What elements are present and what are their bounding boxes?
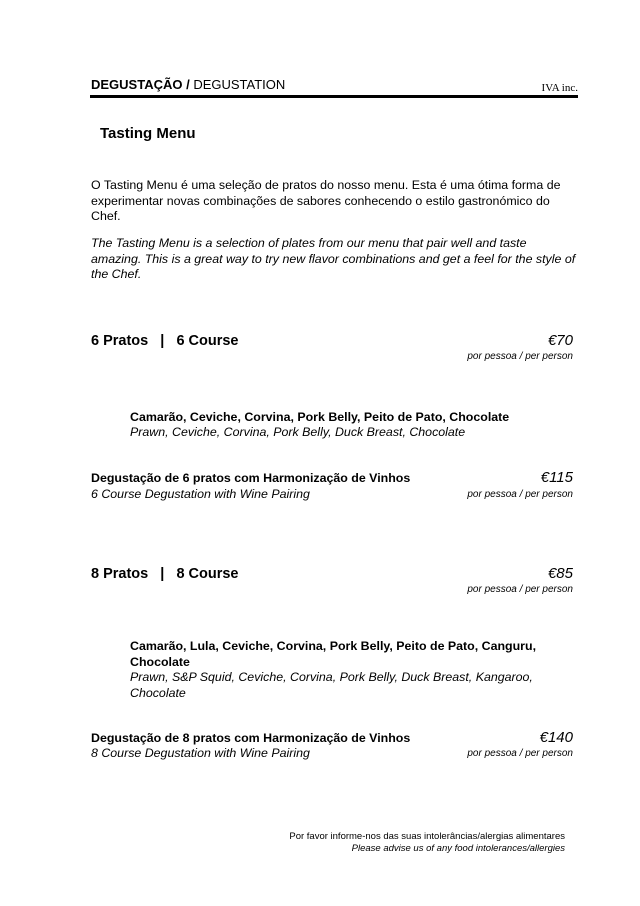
pairing-en-8: 8 Course Degustation with Wine Pairing [91,746,310,760]
tax-note: IVA inc. [541,82,578,94]
course-price-6: €70 [547,332,573,349]
per-person-label: por pessoa / per person [467,351,573,362]
per-person-label: por pessoa / per person [467,584,573,595]
pairing-pt-8: Degustação de 8 pratos com Harmonização de Vinhos [91,731,411,745]
per-person-label: por pessoa / per person [467,489,573,500]
page-header [91,77,285,92]
pairing-price-6: €115 [540,469,573,486]
section-title-en: DEGUSTATION [189,77,286,92]
pairing-en-6: 6 Course Degustation with Wine Pairing [91,487,310,501]
header-divider [90,95,578,98]
section-title-pt: DEGUSTAÇÃO / [91,77,190,92]
dishes-en-8: Prawn, S&P Squid, Ceviche, Corvina, Pork Belly, Duck Breast, Kangaroo, Chocolate [130,670,533,700]
page-title: Tasting Menu [100,125,196,142]
dishes-en-6: Prawn, Ceviche, Corvina, Pork Belly, Duck Breast, Chocolate [130,425,466,439]
dishes-pt-8: Camarão, Lula, Ceviche, Corvina, Pork Belly, Peito de Pato, Canguru, Chocolate [130,639,537,669]
dishes-pt-6: Camarão, Ceviche, Corvina, Pork Belly, Peito de Pato, Chocolate [130,410,510,424]
allergy-note-pt: Por favor informe-nos das suas intolerâncias/alergias alimentares [289,831,565,842]
intro-pt: O Tasting Menu é uma seleção de pratos do nosso menu. Esta é uma ótima forma de experimentar novas combinações de sabores conhecendo o estilo gastronómico do Chef. [91,178,561,223]
course-title-8: 8 Pratos | 8 Course [91,566,239,582]
pairing-price-8: €140 [539,729,573,746]
course-title-6: 6 Pratos | 6 Course [91,333,239,349]
intro-en: The Tasting Menu is a selection of plates from our menu that pair well and taste amazing. This is a great way to try new flavor combinations and get a feel for the style of the Chef. [91,236,576,281]
course-price-8: €85 [547,565,573,582]
allergy-note-en: Please advise us of any food intolerances/allergies [351,843,565,854]
pairing-pt-6: Degustação de 6 pratos com Harmonização de Vinhos [91,471,411,485]
per-person-label: por pessoa / per person [467,748,573,759]
